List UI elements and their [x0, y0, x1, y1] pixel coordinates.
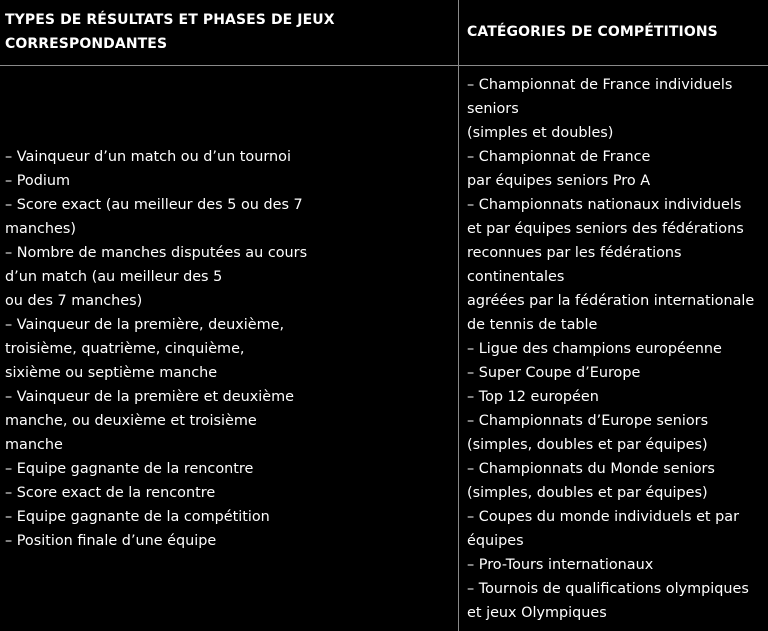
cell-line: reconnues par les fédérations [467, 245, 682, 261]
cell-line: – Vainqueur de la première, deuxième, [5, 317, 285, 333]
cell-line: – Championnats d’Europe seniors [467, 413, 709, 429]
cell-line: troisième, quatrième, cinquième, [5, 341, 245, 357]
cell-line: – Championnat de France individuels [467, 77, 733, 93]
cell-line: et par équipes seniors des fédérations [467, 221, 744, 237]
competition-categories-cell [467, 73, 765, 625]
header-competition-categories [467, 20, 762, 44]
header-result-types [5, 8, 450, 56]
cell-line: – Top 12 européen [467, 389, 599, 405]
cell-line: (simples, doubles et par équipes) [467, 437, 708, 453]
header-line: TYPES DE RÉSULTATS ET PHASES DE JEUX [5, 12, 335, 28]
header-line: CATÉGORIES DE COMPÉTITIONS [467, 24, 718, 40]
cell-line: manche, ou deuxième et troisième [5, 413, 257, 429]
cell-line: – Equipe gagnante de la rencontre [5, 461, 254, 477]
column-divider [458, 0, 459, 631]
cell-line: – Ligue des champions européenne [467, 341, 722, 357]
cell-line: – Score exact (au meilleur des 5 ou des 7 [5, 197, 303, 213]
cell-line: agréées par la fédération internationale [467, 293, 755, 309]
cell-line: – Position finale d’une équipe [5, 533, 217, 549]
cell-line: – Vainqueur d’un match ou d’un tournoi [5, 149, 291, 165]
cell-line: – Championnats du Monde seniors [467, 461, 715, 477]
cell-line: – Podium [5, 173, 71, 189]
cell-line: et jeux Olympiques [467, 605, 607, 621]
header-divider [0, 65, 768, 66]
cell-line: – Vainqueur de la première et deuxième [5, 389, 295, 405]
header-line: CORRESPONDANTES [5, 36, 168, 52]
cell-line: équipes [467, 533, 524, 549]
cell-line: – Tournois de qualifications olympiques [467, 581, 749, 597]
cell-line: seniors [467, 101, 519, 117]
cell-line: – Championnat de France [467, 149, 651, 165]
cell-line: – Equipe gagnante de la compétition [5, 509, 270, 525]
cell-line: (simples, doubles et par équipes) [467, 485, 708, 501]
cell-line: d’un match (au meilleur des 5 [5, 269, 223, 285]
cell-line: par équipes seniors Pro A [467, 173, 651, 189]
cell-line: – Nombre de manches disputées au cours [5, 245, 308, 261]
cell-line: – Pro-Tours internationaux [467, 557, 654, 573]
cell-line: sixième ou septième manche [5, 365, 218, 381]
cell-line: ou des 7 manches) [5, 293, 143, 309]
cell-line: – Championnats nationaux individuels [467, 197, 742, 213]
cell-line: manches) [5, 221, 76, 237]
cell-line: – Super Coupe d’Europe [467, 365, 641, 381]
cell-line: – Coupes du monde individuels et par [467, 509, 740, 525]
cell-line: – Score exact de la rencontre [5, 485, 216, 501]
result-types-cell [5, 145, 450, 553]
cell-line: de tennis de table [467, 317, 598, 333]
cell-line: continentales [467, 269, 565, 285]
cell-line: (simples et doubles) [467, 125, 614, 141]
cell-line: manche [5, 437, 63, 453]
